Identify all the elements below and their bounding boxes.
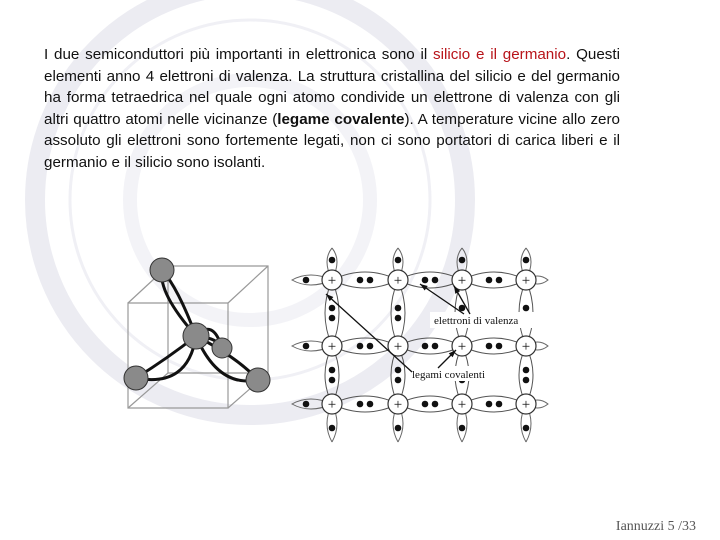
label-valence-electrons: elettroni di valenza (434, 315, 519, 327)
atom-plus-sign: + (327, 273, 337, 289)
valence-electron (486, 343, 493, 350)
atom-plus-sign: + (521, 339, 531, 355)
valence-electron (329, 257, 336, 264)
label-covalent-bonds: legami covalenti (412, 369, 485, 381)
tetrahedral-structure-figure (118, 248, 278, 428)
valence-electron (367, 343, 374, 350)
valence-electron (367, 401, 374, 408)
valence-electron (357, 401, 364, 408)
valence-electron (357, 277, 364, 284)
valence-electron (459, 425, 466, 432)
valence-electron (303, 401, 310, 408)
valence-electron (523, 305, 530, 312)
valence-electron (459, 257, 466, 264)
valence-electron (367, 277, 374, 284)
valence-electron (523, 257, 530, 264)
valence-electron (329, 315, 336, 322)
valence-electron (523, 367, 530, 374)
valence-electron (395, 305, 402, 312)
para-text-3: ). A temperature vicine allo zero assoluto gli elettroni sono fortemente legati, non ci sono portatori di carica liberi e il germanio e il silicio sono isolanti. (44, 110, 620, 171)
atom-plus-sign: + (457, 273, 467, 289)
valence-electron (329, 425, 336, 432)
valence-electron (395, 367, 402, 374)
highlight-silicio-germanio: silicio e il germanio (433, 46, 567, 63)
valence-electron (523, 425, 530, 432)
valence-electron (329, 377, 336, 384)
atom-plus-sign: + (327, 397, 337, 413)
atom-plus-sign: + (521, 273, 531, 289)
valence-electron (303, 343, 310, 350)
valence-electron (422, 277, 429, 284)
valence-electron (357, 343, 364, 350)
atom-plus-sign: + (327, 339, 337, 355)
page-footer: Iannuzzi 5 /33 (615, 519, 696, 534)
valence-electron (486, 401, 493, 408)
valence-electron (496, 401, 503, 408)
valence-electron (395, 315, 402, 322)
valence-electron (329, 305, 336, 312)
valence-electron (496, 343, 503, 350)
valence-electron (395, 257, 402, 264)
para-text-2: . Questi elementi anno 4 elettroni di valenza. La struttura cristallina del silicio e del germanio ha forma tetraedrica nel quale ogni atomo condivide un elettrone di valenza con gli altri quattro atomi nelle vicinanze ( (44, 46, 620, 128)
atom-plus-sign: + (393, 397, 403, 413)
valence-electron (523, 377, 530, 384)
atom-plus-sign: + (393, 339, 403, 355)
valence-electron (395, 377, 402, 384)
valence-electron (395, 425, 402, 432)
valence-electron (422, 401, 429, 408)
valence-electron (329, 367, 336, 374)
valence-electron (303, 277, 310, 284)
covalent-lattice-figure (288, 246, 550, 444)
valence-electron (486, 277, 493, 284)
atom-plus-sign: + (393, 273, 403, 289)
atom-plus-sign: + (457, 397, 467, 413)
para-text-1: I due semiconduttori più importanti in elettronica sono il (44, 46, 434, 63)
valence-electron (432, 401, 439, 408)
valence-electron (432, 343, 439, 350)
atom-plus-sign: + (457, 339, 467, 355)
valence-electron (422, 343, 429, 350)
body-paragraph (44, 44, 620, 173)
valence-electron (432, 277, 439, 284)
bold-legame-covalente: legame covalente (277, 110, 405, 128)
valence-electron (496, 277, 503, 284)
atom-plus-sign: + (521, 397, 531, 413)
